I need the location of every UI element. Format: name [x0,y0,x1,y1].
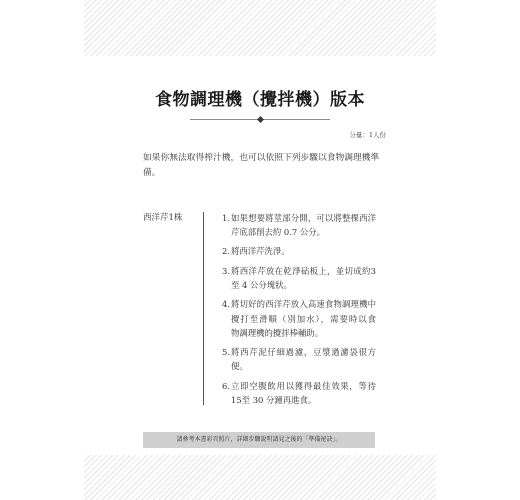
step-item [222,297,378,340]
step-line: 至 4 公分塊狀。 [231,279,292,290]
step-number: 2. [222,246,230,257]
reference-note: 請參考本書彩頁照片，詳細步驟說明請見之後的「準備祕訣」。 [143,432,375,448]
serving-size: 分量：1人份 [349,131,386,139]
step-line: 便。 [231,361,248,372]
step-line: 攪打至滑順（別加水），需要時以食 [231,313,376,324]
ingredient-item: 西洋芹1株 [143,213,183,223]
step-text [231,244,376,258]
page-title: 食物調理機（攪拌機）版本 [155,90,365,110]
steps-list [222,211,378,413]
step-item [222,211,378,240]
step-number: 5. [222,347,230,358]
bottom-hatched-band [84,455,436,500]
step-text [231,211,376,240]
step-text [231,264,376,293]
step-line: 將西洋芹放在乾淨砧板上，並切成約3 [231,265,376,276]
column-divider [203,212,204,405]
step-line: 物調理機的攪拌棒輔助。 [231,327,324,338]
step-text [231,297,376,340]
step-item [222,264,378,293]
step-item [222,345,378,374]
step-number: 1. [222,212,230,223]
step-number: 6. [222,380,230,391]
step-line: 15至 30 分鐘再進食。 [231,395,317,406]
step-item [222,244,378,258]
step-line: 將切好的西洋芹放入高速食物調理機中 [231,299,376,310]
step-text [231,379,376,408]
step-line: 如果想要將莖部分開，可以將整棵西洋 [231,212,376,223]
step-line: 將西芹泥仔細過濾，豆漿過濾袋很方 [231,347,376,358]
step-line: 立即空腹飲用以獲得最佳效果，等待 [231,380,376,391]
diamond-ornament-icon [256,116,263,123]
step-number: 4. [222,299,230,310]
intro-paragraph: 如果你無法取得榨汁機，也可以依照下列步驟以食物調理機準備。 [143,152,380,178]
step-line: 將西洋芹洗淨。 [231,246,290,257]
step-line: 芹底部削去約 0.7 公分。 [231,227,326,238]
step-text [231,345,376,374]
step-item [222,379,378,408]
step-number: 3. [222,265,230,276]
top-hatched-band [84,0,436,56]
